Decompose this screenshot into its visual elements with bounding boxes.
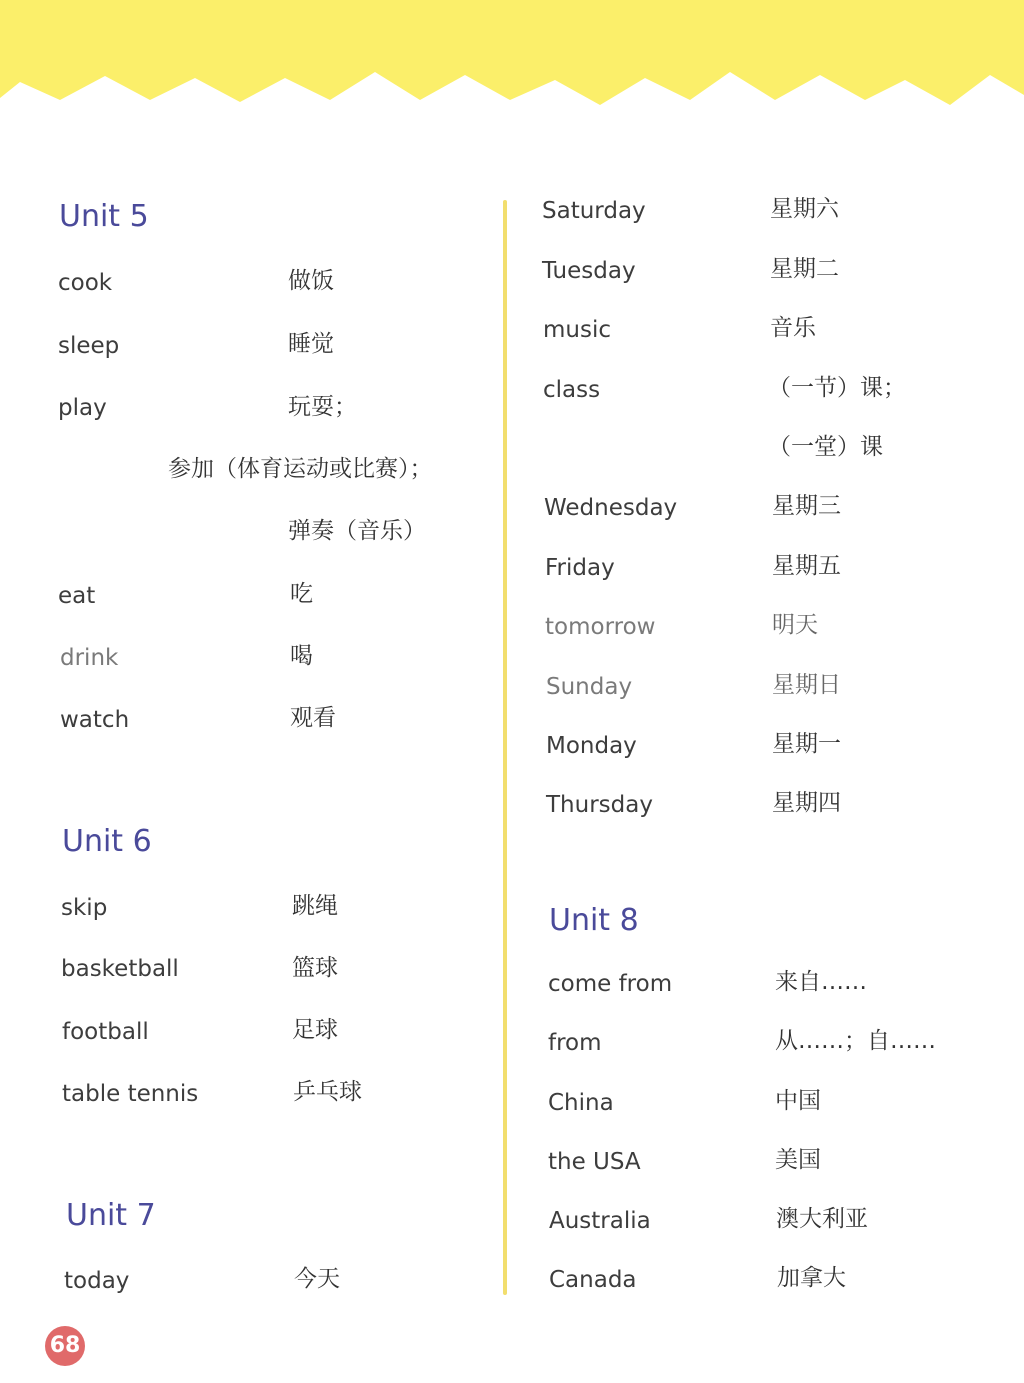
word-en-monday: Monday — [546, 733, 637, 759]
word-en-thursday: Thursday — [546, 792, 653, 818]
unit-7-title: Unit 7 — [66, 1198, 156, 1233]
word-cn-play-1: 玩耍； — [288, 394, 357, 420]
word-cn-from: 从……；自…… — [775, 1028, 936, 1054]
word-en-today: today — [64, 1268, 130, 1294]
header-banner — [0, 0, 1024, 130]
word-en-sunday: Sunday — [546, 674, 633, 700]
word-cn-tuesday: 星期二 — [770, 256, 839, 282]
word-cn-sleep: 睡觉 — [288, 331, 334, 357]
word-cn-today: 今天 — [294, 1266, 340, 1292]
word-cn-thursday: 星期四 — [772, 790, 841, 816]
word-en-drink: drink — [60, 645, 119, 671]
word-en-cook: cook — [58, 270, 113, 296]
word-cn-sunday: 星期日 — [772, 672, 841, 698]
word-cn-play-3: 弹奏（音乐） — [288, 518, 426, 544]
word-en-music: music — [543, 317, 612, 343]
word-cn-drink: 喝 — [290, 643, 313, 669]
word-cn-monday: 星期一 — [772, 731, 841, 757]
page-number: 68 — [45, 1326, 85, 1366]
word-cn-play-2: 参加（体育运动或比赛）； — [168, 456, 433, 482]
word-cn-saturday: 星期六 — [770, 196, 839, 222]
word-en-football: football — [62, 1019, 149, 1045]
unit-6-title: Unit 6 — [62, 824, 152, 859]
word-en-tomorrow: tomorrow — [545, 614, 656, 640]
word-cn-australia: 澳大利亚 — [776, 1206, 868, 1232]
word-cn-football: 足球 — [292, 1017, 338, 1043]
word-en-class: class — [543, 377, 601, 403]
word-en-come-from: come from — [548, 971, 673, 997]
word-en-canada: Canada — [549, 1267, 637, 1293]
unit-5-title: Unit 5 — [59, 199, 149, 234]
word-en-basketball: basketball — [61, 956, 179, 982]
word-cn-canada: 加拿大 — [777, 1265, 846, 1291]
word-en-skip: skip — [61, 895, 108, 921]
word-en-friday: Friday — [545, 555, 615, 581]
word-cn-wednesday: 星期三 — [772, 493, 841, 519]
word-en-sleep: sleep — [58, 333, 120, 359]
word-en-australia: Australia — [549, 1208, 651, 1234]
word-en-the-usa: the USA — [548, 1149, 641, 1175]
word-cn-skip: 跳绳 — [292, 893, 338, 919]
word-cn-cook: 做饭 — [288, 268, 334, 294]
word-cn-china: 中国 — [775, 1088, 821, 1114]
word-cn-tomorrow: 明天 — [772, 612, 818, 638]
word-cn-basketball: 篮球 — [292, 955, 338, 981]
word-cn-music: 音乐 — [770, 315, 816, 341]
word-cn-eat: 吃 — [290, 581, 313, 607]
word-en-eat: eat — [58, 583, 96, 609]
word-cn-the-usa: 美国 — [775, 1147, 821, 1173]
word-en-saturday: Saturday — [542, 198, 646, 224]
word-en-from: from — [548, 1030, 602, 1056]
word-cn-class-2: （一堂）课 — [768, 434, 883, 460]
word-en-play: play — [58, 395, 107, 421]
word-cn-come-from: 来自…… — [775, 969, 867, 995]
word-en-wednesday: Wednesday — [544, 495, 678, 521]
column-divider — [503, 200, 507, 1295]
word-cn-friday: 星期五 — [772, 553, 841, 579]
word-en-table-tennis: table tennis — [62, 1081, 199, 1107]
word-cn-class-1: （一节）课； — [768, 375, 906, 401]
unit-8-title: Unit 8 — [549, 903, 639, 938]
word-en-watch: watch — [60, 707, 130, 733]
word-cn-table-tennis: 乒乓球 — [293, 1079, 362, 1105]
word-cn-watch: 观看 — [290, 705, 336, 731]
word-en-china: China — [548, 1090, 614, 1116]
word-en-tuesday: Tuesday — [542, 258, 636, 284]
